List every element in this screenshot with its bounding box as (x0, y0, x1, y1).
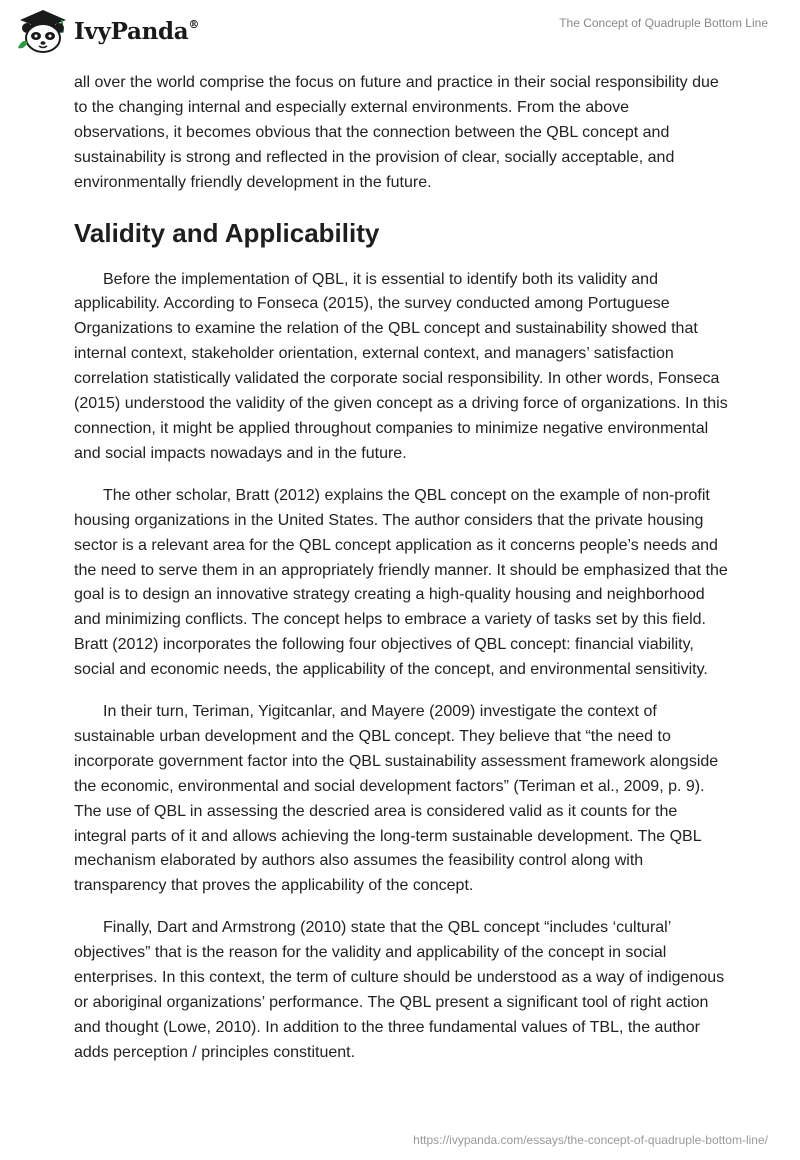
brand-name: IvyPanda® (74, 17, 200, 45)
page-title: The Concept of Quadruple Bottom Line (559, 16, 768, 30)
paragraph: Before the implementation of QBL, it is essential to identify both its validity and applicability. According to Fonseca (2015), the survey conducted among Portuguese Organizations to examine the relation of the QBL concept and sustainability showed that internal context, stakeholder orientation, external context, and managers’ satisfaction correlation statistically validated the corporate social responsibility. In other words, Fonseca (2015) understood the validity of the given concept as a driving force of organizations. In this connection, it might be applied throughout companies to minimize negative environmental and social impacts nowadays and in the future. (74, 270, 728, 462)
registered-mark: ® (188, 17, 200, 31)
paragraph: The other scholar, Bratt (2012) explains the QBL concept on the example of non-profit housing organizations in the United States. The author considers that the private housing sector is a relevant area for the QBL concept application as it concerns people’s needs and the need to serve them in an appropriately friendly manner. It should be emphasized that the goal is to design an innovative strategy creating a high-quality housing and neighborhood and minimizing conflicts. The concept helps to embrace a variety of tasks set by this field. Bratt (2012) incorporates the following four objectives of QBL concept: financial viability, social and economic needs, the applicability of the concept, and environmental sensitivity. (74, 486, 728, 679)
intro-paragraph: all over the world comprise the focus on future and practice in their social responsibility due to the changing internal and especially external environments. From the above observations, it becomes obvious that the connection between the QBL concept and sustainability is strong and reflected in the provision of clear, socially acceptable, and environmentally friendly development in the future. (74, 74, 719, 191)
section-heading: Validity and Applicability (74, 217, 380, 248)
paragraph: Finally, Dart and Armstrong (2010) state that the QBL concept “includes ‘cultural’ objectives” that is the reason for the validity and applicability of the concept in social enterprises. In this context, the term of culture should be understood as a way of indigenous or aboriginal organizations’ performance. The QBL present a significant tool of right action and thought (Lowe, 2010). In addition to the three fundamental values of TBL, the author adds perception / principles constituent. (74, 919, 725, 1061)
page-header (0, 0, 800, 66)
source-url[interactable]: https://ivypanda.com/essays/the-concept-of-quadruple-bottom-line/ (413, 1133, 768, 1147)
paragraph: In their turn, Teriman, Yigitcanlar, and Mayere (2009) investigate the context of sustainable urban development and the QBL concept. They believe that “the need to incorporate government factor into the QBL sustainability assessment framework alongside the economic, environmental and social development factors” (Teriman et al., 2009, p. 9). The use of QBL in assessing the descried area is considered valid as it counts for the integral parts of it and allows achieving the long-term sustainable development. The QBL mechanism elaborated by authors also assumes the feasibility control along with transparency that proves the applicability of the concept. (74, 703, 719, 895)
brand-logo[interactable] (16, 8, 199, 54)
article-body (74, 71, 728, 1083)
panda-graduation-cap-icon (16, 8, 70, 54)
